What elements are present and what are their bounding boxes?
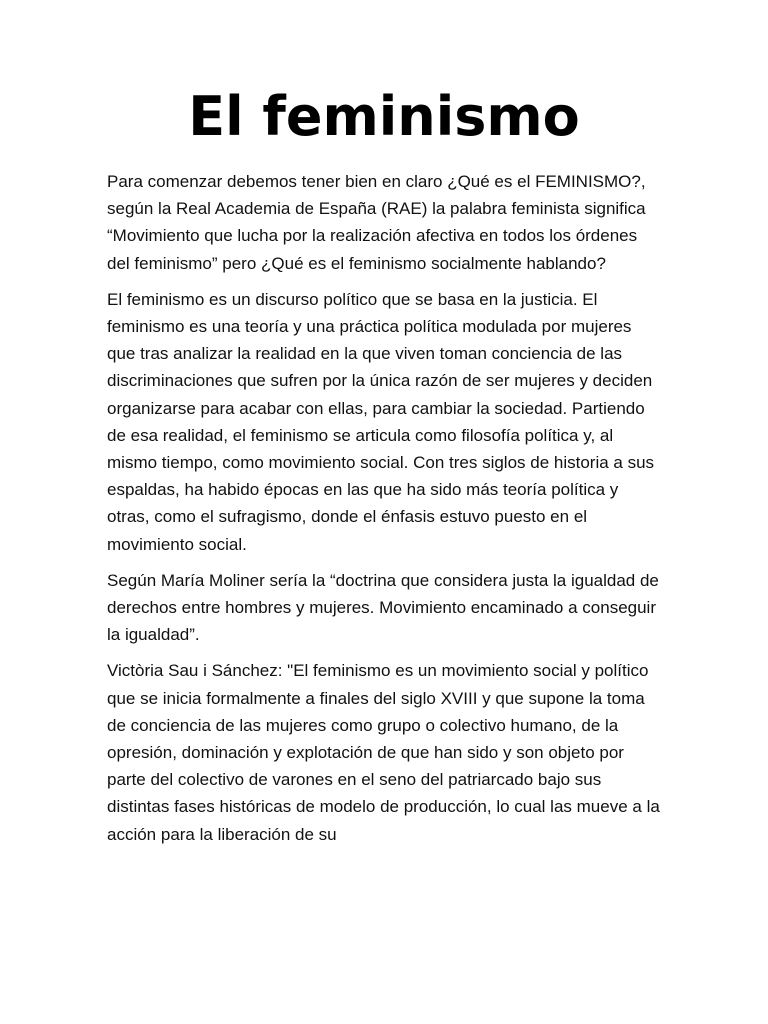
paragraph-political-discourse: El feminismo es un discurso político que se basa en la justicia. El feminismo es una teoría y una práctica política modulada por mujeres que tras analizar la realidad en la que viven toman conciencia de las discriminaciones que sufren por la única razón de ser mujeres y deciden organizarse para acabar con ellas, para cambiar la sociedad. Partiendo de esa realidad, el feminismo se articula como filosofía política y, al mismo tiempo, como movimiento social. Con tres siglos de historia a sus espaldas, ha habido épocas en las que ha sido más teoría política y otras, como el sufragismo, donde el énfasis estuvo puesto en el movimiento social.	[107, 289, 655, 554]
document-body	[107, 168, 663, 857]
paragraph-rae-definition: Para comenzar debemos tener bien en claro ¿Qué es el FEMINISMO?, según la Real Academia de España (RAE) la palabra feminista significa “Movimiento que lucha por la realización afectiva en todos los órdenes del feminismo” pero ¿Qué es el feminismo socialmente hablando?	[107, 172, 646, 273]
paragraph-maria-moliner: Según María Moliner sería la “doctrina que considera justa la igualdad de derechos entre hombres y mujeres. Movimiento encaminado a conseguir la igualdad”.	[107, 570, 659, 645]
paragraph-victoria-sau: Victòria Sau i Sánchez: "El feminismo es un movimiento social y político que se inicia formalmente a finales del siglo XVIII y que supone la toma de conciencia de las mujeres como grupo o colectivo humano, de la opresión, dominación y explotación de que han sido y son objeto por parte del colectivo de varones en el seno del patriarcado bajo sus distintas fases históricas de modelo de producción, lo cual las mueve a la acción para la liberación de su	[107, 661, 660, 844]
document-title: El feminismo	[188, 85, 580, 148]
